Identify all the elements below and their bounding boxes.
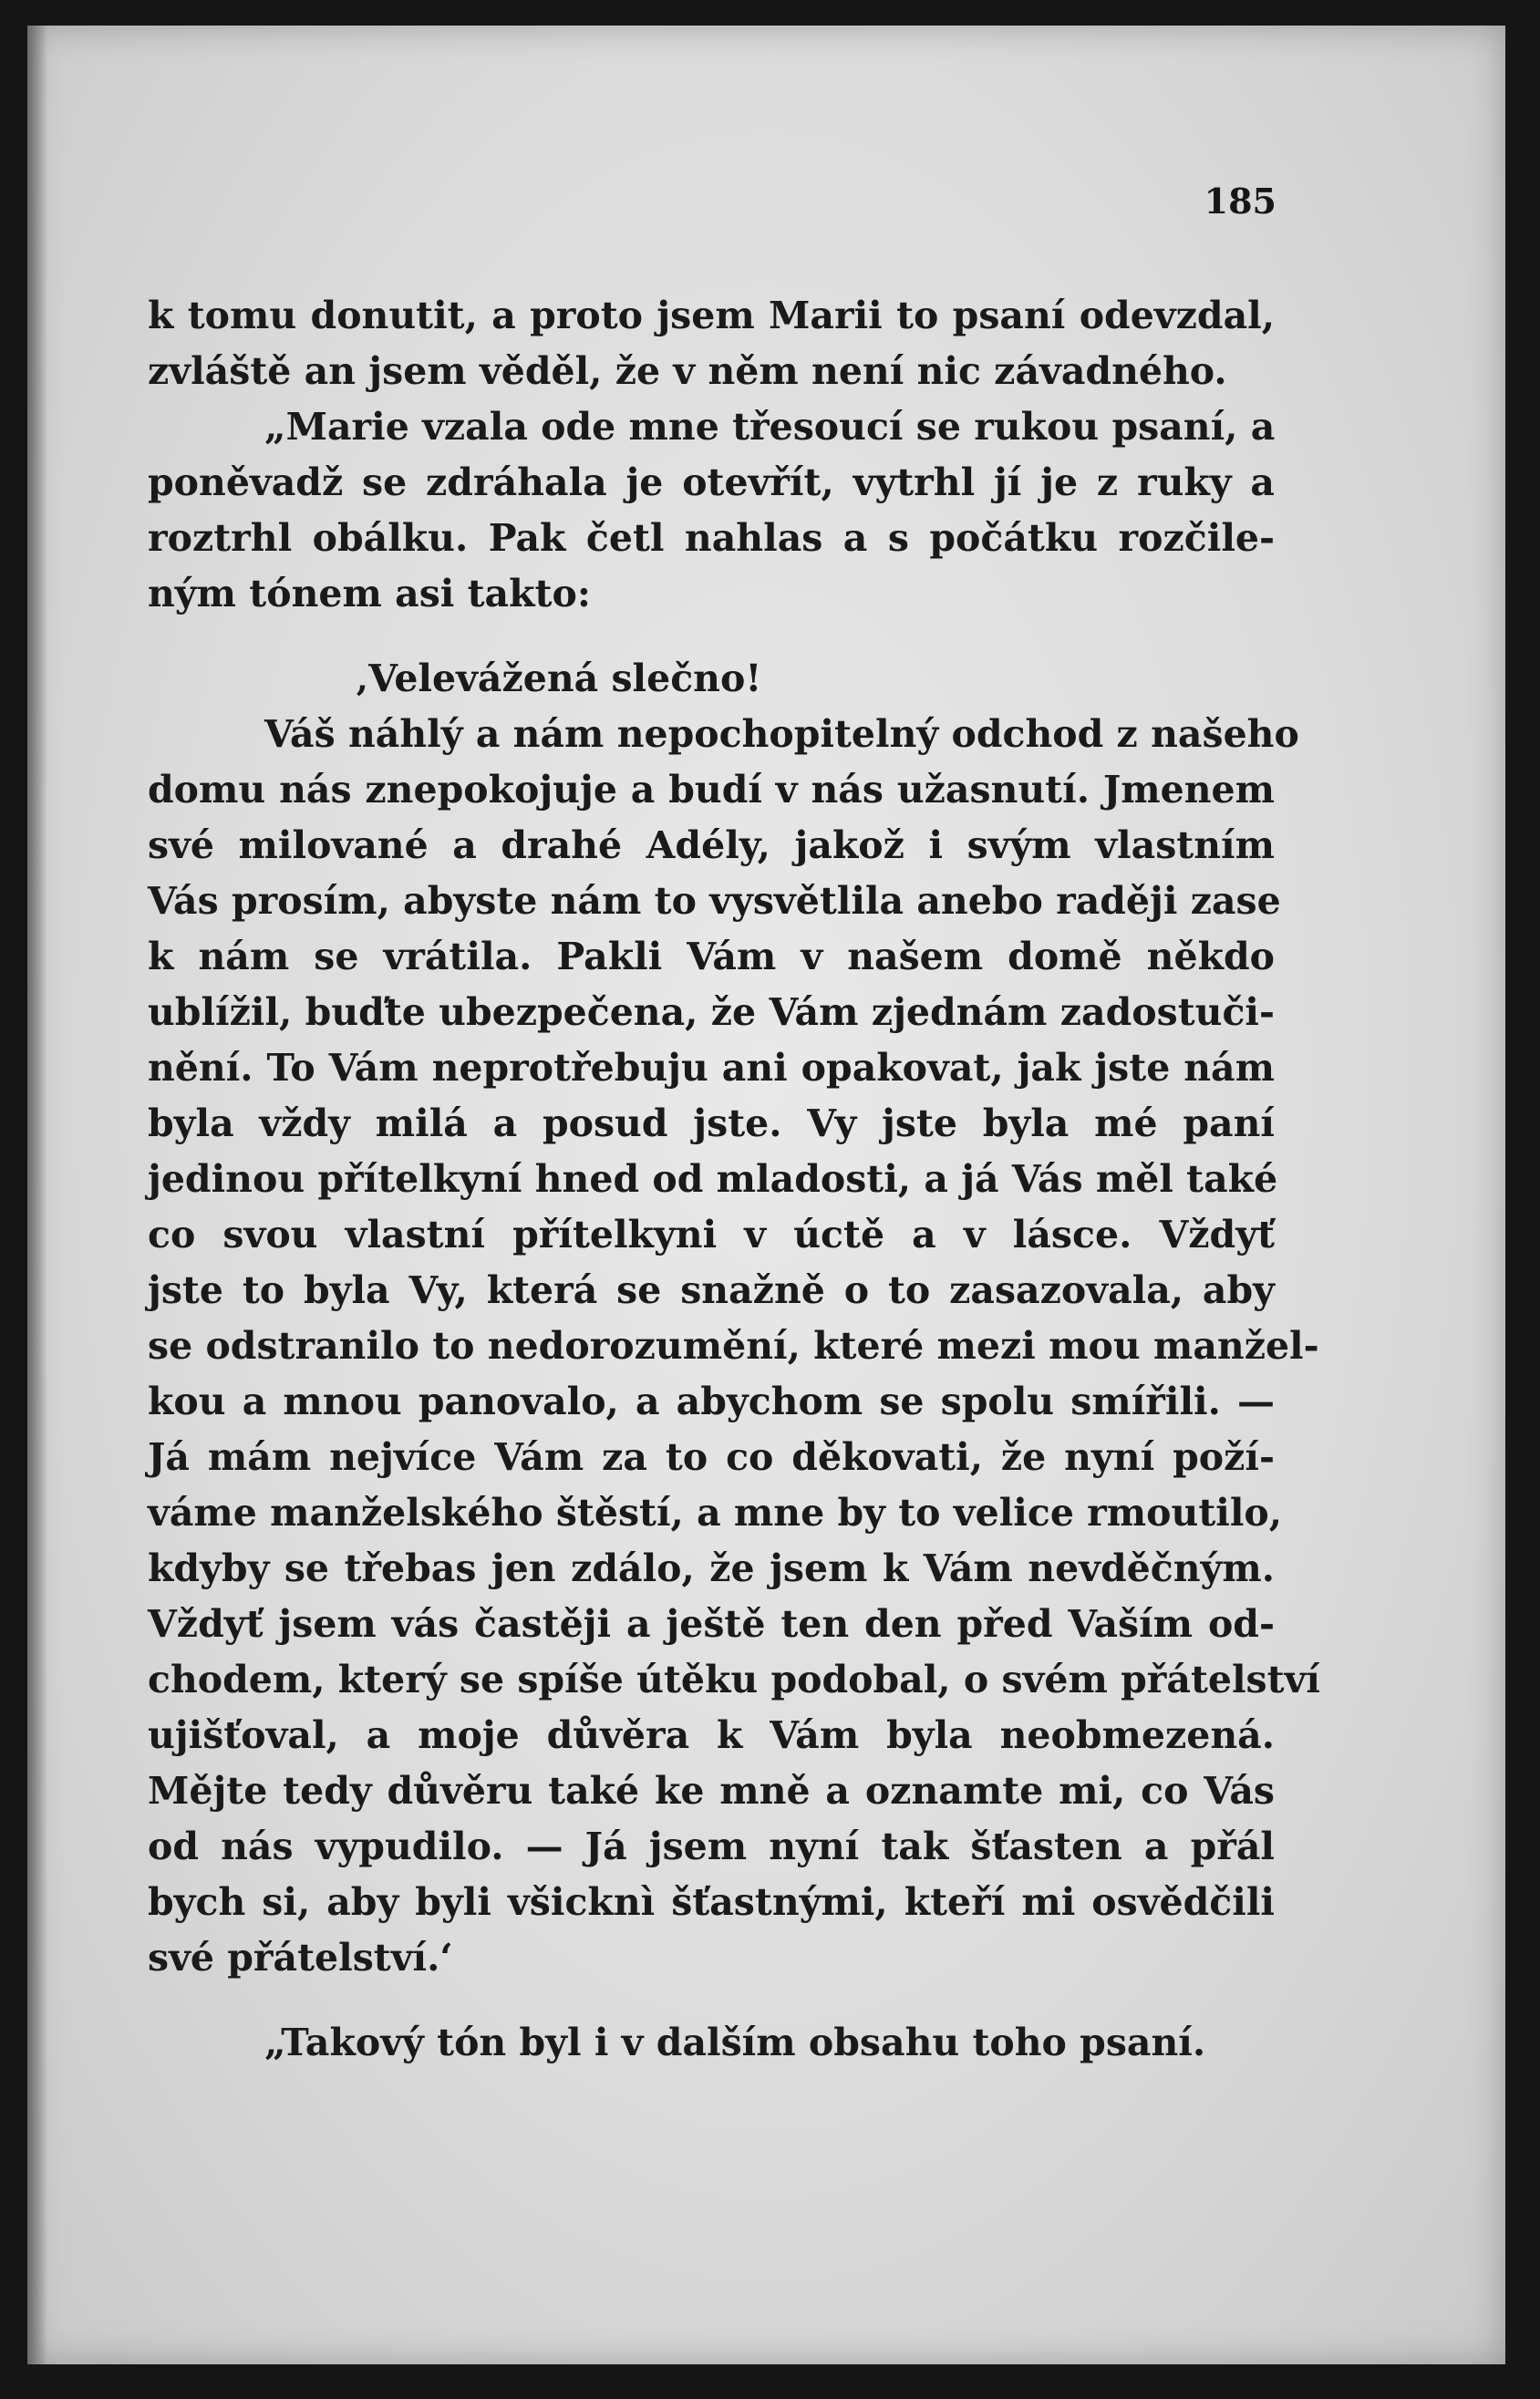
text-line: jedinou přítelkyní hned od mladosti, a já Vás měl také [148,1157,1278,1201]
text-line: ným tónem asi takto: [148,572,591,615]
text-line: k nám se vrátila. Pakli Vám v našem domě někdo [148,935,1275,978]
paragraph-gap [148,622,1275,651]
text-line: byla vždy milá a posud jste. Vy jste byla mé paní [148,1101,1275,1145]
text-line: zvláště an jsem věděl, že v něm není nic závadného. [148,349,1227,393]
text-line: ublížil, buďte ubezpečena, že Vám zjednám zadostuči- [148,990,1275,1034]
text-line: chodem, který se spíše útěku podobal, o svém přátelství [148,1658,1320,1701]
text-line: kdyby se třebas jen zdálo, že jsem k Vám nevděčným. [148,1546,1275,1590]
text-line: váme manželského štěstí, a mne by to velice rmoutilo, [148,1491,1283,1535]
text-line: kou a mnou panovalo, a abychom se spolu smířili. — [148,1380,1275,1423]
text-line: ujišťoval, a moje důvěra k Vám byla neobmezená. [148,1713,1275,1757]
text-line: jste to byla Vy, která se snažně o to zasazovala, aby [148,1268,1275,1312]
text-line: domu nás znepokojuje a budí v nás užasnutí. Jmenem [148,768,1275,812]
page-number: 185 [1204,181,1276,222]
text-line: Já mám nejvíce Vám za to co děkovati, že nyní poží- [148,1435,1275,1479]
text-line: k tomu donutit, a proto jsem Marii to psaní odevzdal, [148,294,1275,337]
letter-salutation: ‚Velevážená slečno! [356,657,762,700]
text-line: poněvadž se zdráhala je otevřít, vytrhl jí je z ruky a [148,460,1275,504]
text-line: Mějte tedy důvěru také ke mně a oznamte mi, co Vás [148,1769,1275,1813]
page-binding-shadow [27,26,47,2364]
text-line: „Marie vzala ode mne třesoucí se rukou psaní, a [264,405,1276,449]
text-line: bych si, aby byli všicknì šťastnými, kteří mi osvědčili [148,1880,1275,1924]
text-line: Vás prosím, abyste nám to vysvětlila anebo raději zase [148,879,1281,923]
text-line: své milované a drahé Adély, jakož i svým vlastním [148,823,1275,867]
text-line: Váš náhlý a nám nepochopitelný odchod z našeho [264,712,1299,756]
text-line: se odstranilo to nedorozumění, které mezi mou manžel- [148,1324,1319,1368]
text-line: od nás vypudilo. — Já jsem nyní tak šťasten a přál [148,1825,1275,1868]
text-line: své přátelství.‘ [148,1936,453,1980]
paragraph-gap [148,1986,1275,2015]
page-text [148,288,1320,2071]
text-line: Vždyť jsem vás častěji a ještě ten den před Vaším od- [148,1602,1275,1646]
text-line: co svou vlastní přítelkyni v úctě a v lásce. Vždyť [148,1213,1275,1256]
text-line: roztrhl obálku. Pak četl nahlas a s počátku rozčile- [148,516,1275,560]
text-line: „Takový tón byl i v dalším obsahu toho psaní. [264,2021,1206,2064]
text-line: nění. To Vám neprotřebuju ani opakovat, jak jste nám [148,1046,1275,1090]
